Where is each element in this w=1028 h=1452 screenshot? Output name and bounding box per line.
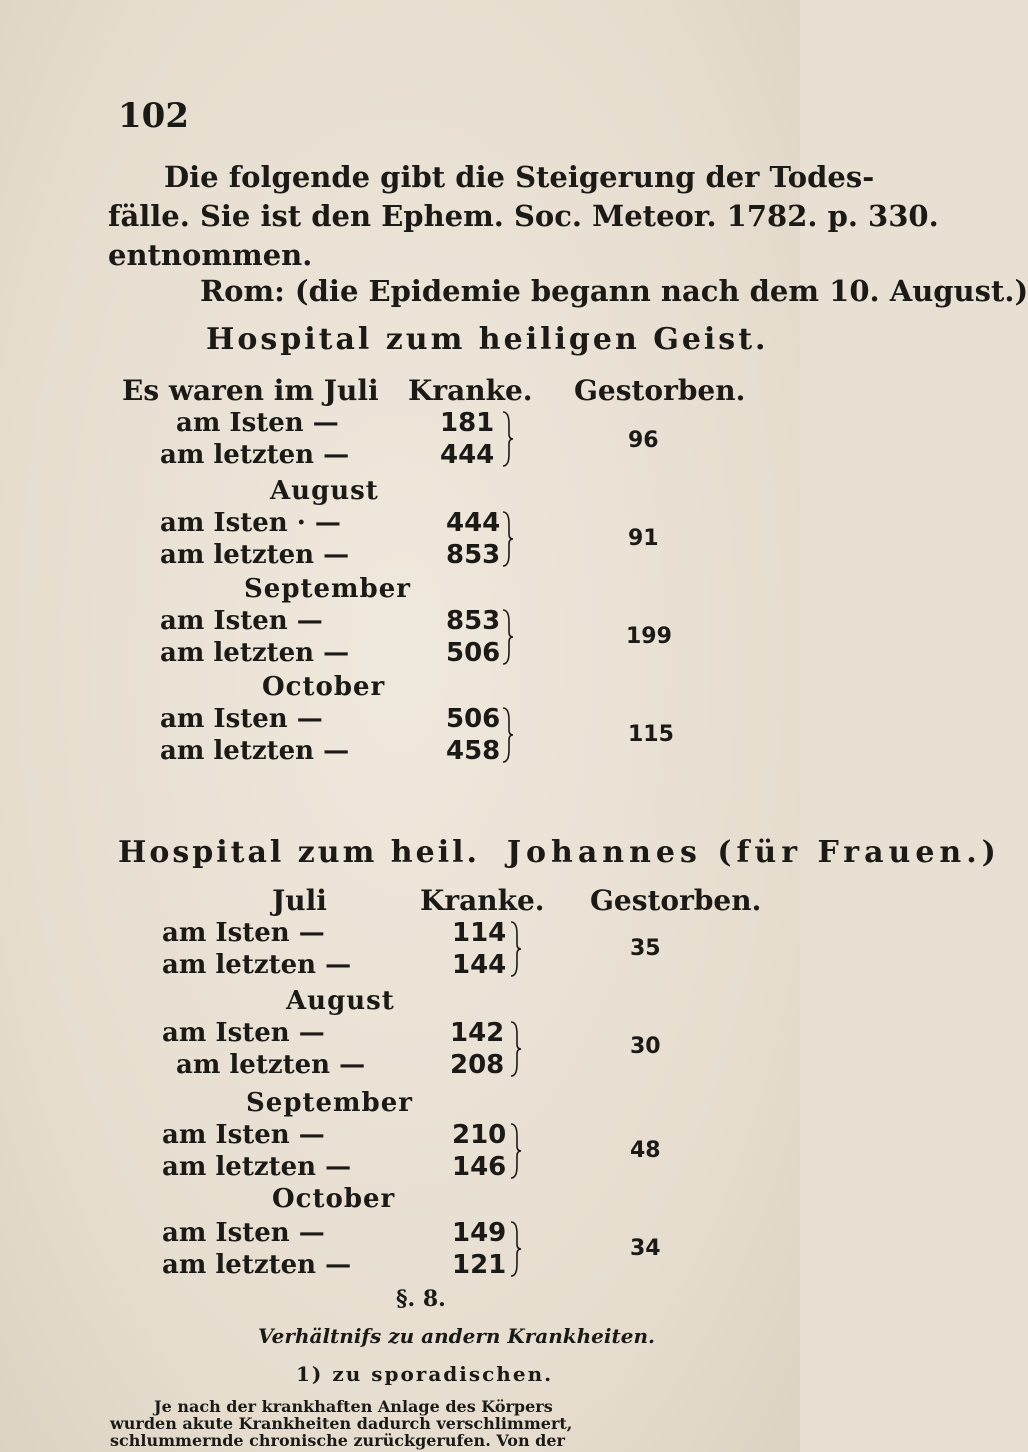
died-value: 115	[628, 722, 674, 747]
closing-line: wurden akute Krankheiten dadurch verschlimmert,	[110, 1414, 573, 1433]
month-heading: August	[270, 476, 379, 506]
died-value: 199	[626, 624, 672, 649]
sick-first-value: 181	[440, 408, 495, 438]
sick-last-value: 208	[450, 1050, 505, 1080]
row-label-first: am Isten —	[162, 1218, 325, 1248]
hospital2-title-part: Johannes (für Frauen.)	[506, 835, 1001, 870]
sick-last-value: 146	[452, 1152, 507, 1182]
brace-icon	[508, 1020, 522, 1078]
row-label-first: am Isten —	[176, 408, 339, 438]
hospital1-title: Hospital zum heiligen Geist.	[206, 322, 769, 357]
month-heading: October	[272, 1184, 396, 1214]
brace-icon	[500, 706, 514, 764]
sick-first-value: 506	[446, 704, 501, 734]
hospital2-title-part: Hospital zum heil.	[118, 835, 480, 870]
row-label-first: am Isten —	[162, 1120, 325, 1150]
hospital1-col-died: Gestorben.	[574, 374, 746, 407]
hospital1-col-first: Es waren im Juli	[122, 374, 379, 407]
row-label-first: am Isten —	[160, 606, 323, 636]
sick-last-value: 853	[446, 540, 501, 570]
sick-first-value: 444	[446, 508, 501, 538]
month-heading: September	[244, 574, 411, 604]
row-label-last: am letzten —	[162, 1250, 352, 1280]
died-value: 48	[630, 1138, 661, 1163]
hospital1-col-sick: Kranke.	[408, 374, 533, 407]
died-value: 91	[628, 526, 659, 551]
hospital2-title	[118, 835, 1001, 870]
brace-icon	[508, 1220, 522, 1278]
row-label-first: am Isten —	[162, 1018, 325, 1048]
brace-icon	[508, 920, 522, 978]
row-label-last: am letzten —	[162, 950, 352, 980]
row-label-first: am Isten · —	[160, 508, 341, 538]
died-value: 96	[628, 428, 659, 453]
hospital2-col-died: Gestorben.	[590, 884, 762, 917]
page-number: 102	[118, 96, 189, 136]
sick-first-value: 210	[452, 1120, 507, 1150]
month-heading: September	[246, 1088, 413, 1118]
row-label-last: am letzten —	[160, 440, 350, 470]
brace-icon	[500, 608, 514, 666]
brace-icon	[508, 1122, 522, 1180]
died-value: 34	[630, 1236, 661, 1261]
sick-last-value: 121	[452, 1250, 507, 1280]
sick-last-value: 444	[440, 440, 495, 470]
month-heading: October	[262, 672, 386, 702]
sick-last-value: 144	[452, 950, 507, 980]
intro-line: Die folgende gibt die Steigerung der Todes-	[164, 160, 875, 194]
row-label-last: am letzten —	[160, 540, 350, 570]
row-label-first: am Isten —	[160, 704, 323, 734]
hospital2-col-sick: Kranke.	[420, 884, 545, 917]
brace-icon	[500, 510, 514, 568]
subsection-title: 1) zu sporadischen.	[296, 1362, 554, 1386]
sick-first-value: 149	[452, 1218, 507, 1248]
brace-icon	[500, 410, 514, 468]
died-value: 30	[630, 1034, 661, 1059]
closing-paragraph	[110, 1398, 572, 1449]
row-label-last: am letzten —	[160, 736, 350, 766]
closing-line: schlummernde chronische zurückgerufen. Von der	[110, 1431, 565, 1450]
closing-line: Je nach der krankhaften Anlage des Körpers	[154, 1397, 553, 1416]
rom-heading: Rom: (die Epidemie begann nach dem 10. August.)	[200, 274, 1028, 308]
row-label-last: am letzten —	[162, 1152, 352, 1182]
sick-first-value: 114	[452, 918, 507, 948]
sick-first-value: 853	[446, 606, 501, 636]
section-title: Verhältnifs zu andern Krankheiten.	[258, 1324, 655, 1348]
row-label-first: am Isten —	[162, 918, 325, 948]
intro-line: entnommen.	[108, 238, 313, 272]
month-heading: August	[286, 986, 395, 1016]
row-label-last: am letzten —	[160, 638, 350, 668]
sick-first-value: 142	[450, 1018, 505, 1048]
row-label-last: am letzten —	[176, 1050, 366, 1080]
hospital2-col-first: Juli	[272, 884, 327, 917]
died-value: 35	[630, 936, 661, 961]
intro-line: fälle. Sie ist den Ephem. Soc. Meteor. 1782. p. 330.	[108, 199, 939, 233]
intro-paragraph	[108, 158, 939, 275]
sick-last-value: 458	[446, 736, 501, 766]
sick-last-value: 506	[446, 638, 501, 668]
section-number: §. 8.	[396, 1286, 446, 1312]
